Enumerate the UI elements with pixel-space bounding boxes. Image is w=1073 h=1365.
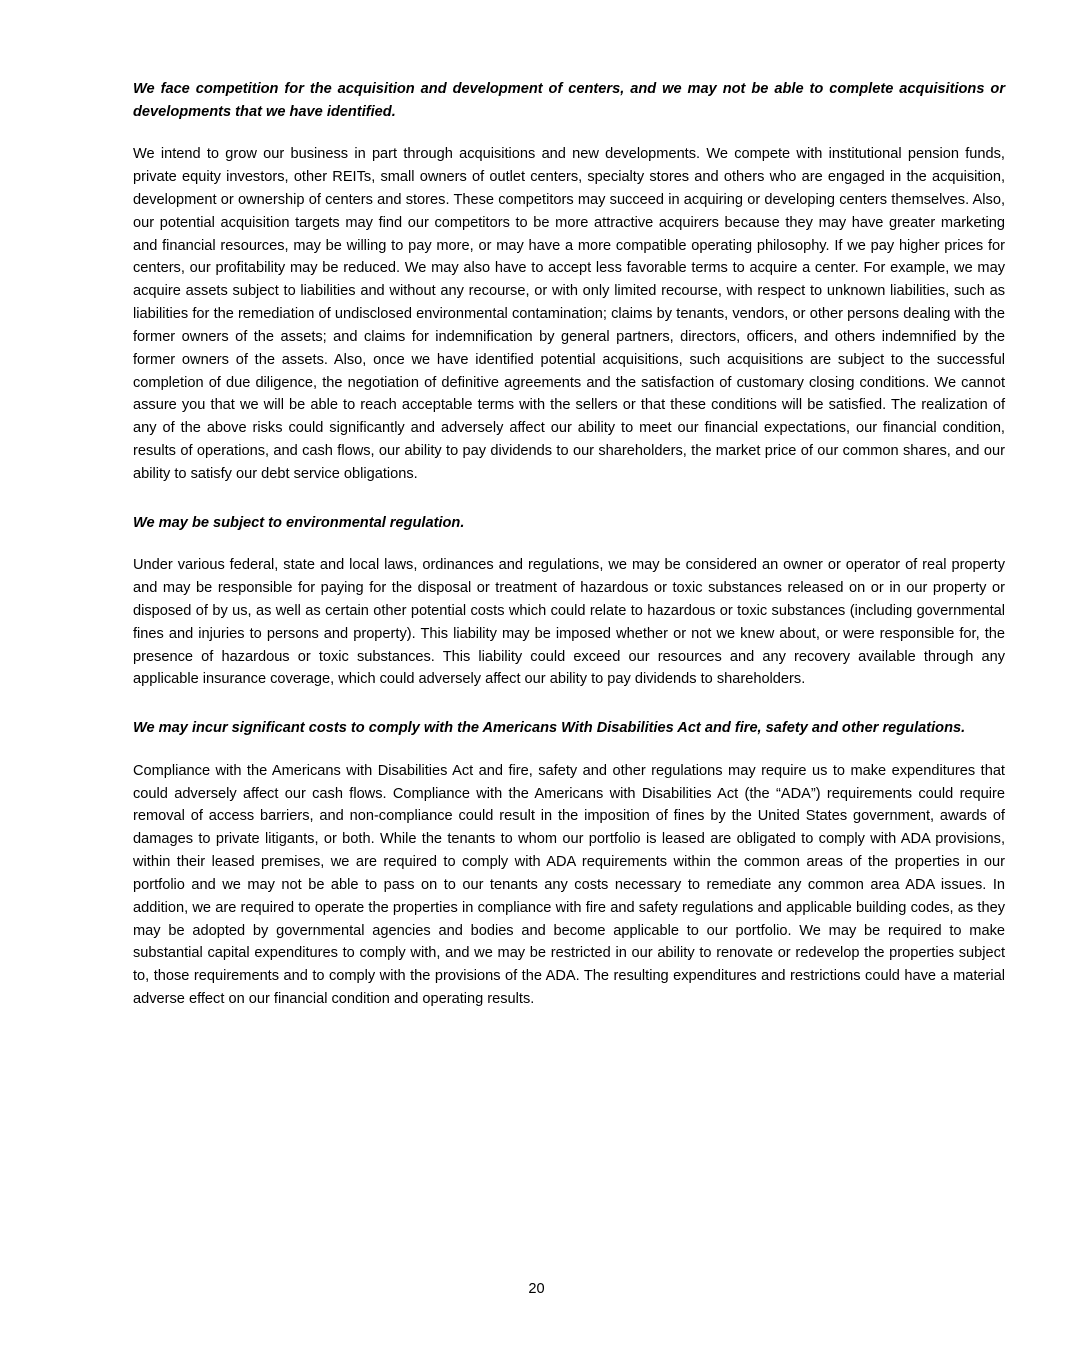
risk-heading-competition: We face competition for the acquisition and development of centers, and we may not be able to complete acquisitions or developments that we have identified. bbox=[133, 81, 1005, 120]
risk-paragraph-ada: Compliance with the Americans with Disabilities Act and fire, safety and other regulations may require us to make expenditures that could adversely affect our cash flows. Compliance with the Americans with Disabilities Act (the “ADA”) requirements could require removal of access barriers, and non-compliance could result in the imposition of fines by the United States government, awards of damages to private litigants, or both. While the tenants to whom our portfolio is leased are obligated to comply with ADA provisions, within their leased premises, we are required to comply with ADA requirements within the common areas of the properties in our portfolio and we may not be able to pass on to our tenants any costs necessary to remediate any common area ADA issues. In addition, we are required to operate the properties in compliance with fire and safety regulations and applicable building codes, as they may be adopted by governmental agencies and bodies and become applicable to our portfolio. We may be required to make substantial capital expenditures to comply with, and we may be restricted in our ability to renovate or redevelop the properties subject to, those requirements and to comply with the provisions of the ADA. The resulting expenditures and restrictions could have a material adverse effect on our financial condition and operating results. bbox=[133, 762, 1005, 1008]
risk-paragraph-environmental: Under various federal, state and local laws, ordinances and regulations, we may be considered an owner or operator of real property and may be responsible for paying for the disposal or treatment of hazardous or toxic substances released on or in our property or disposed of by us, as well as certain other potential costs which could relate to hazardous or toxic substances (including governmental fines and injuries to persons and property). This liability may be imposed whether or not we knew about, or were responsible for, the presence of hazardous or toxic substances. This liability could exceed our resources and any recovery available through any applicable insurance coverage, which could adversely affect our ability to pay dividends to shareholders. bbox=[133, 557, 1005, 688]
page-number: 20 bbox=[528, 1281, 545, 1297]
risk-heading-ada: We may incur significant costs to comply with the Americans With Disabilities Act and fire, safety and other regulations. bbox=[133, 720, 966, 737]
risk-heading-environmental: We may be subject to environmental regulation. bbox=[133, 514, 465, 531]
risk-paragraph-competition: We intend to grow our business in part through acquisitions and new developments. We compete with institutional pension funds, private equity investors, other REITs, small owners of outlet centers, specialty stores and others who are engaged in the acquisition, development or ownership of centers and stores. These competitors may succeed in acquiring or developing centers themselves. Also, our potential acquisition targets may find our competitors to be more attractive acquirers because they may have greater marketing and financial resources, may be willing to pay more, or may have a more compatible operating philosophy. If we pay higher prices for centers, our profitability may be reduced. We may also have to accept less favorable terms to acquire a center. For example, we may acquire assets subject to liabilities and without any recourse, or with only limited recourse, with respect to unknown liabilities, such as liabilities for the remediation of undisclosed environmental contamination; claims by tenants, vendors, or other persons dealing with the former owners of the assets; and claims for indemnification by general partners, directors, officers, and others indemnified by the former owners of the assets. Also, once we have identified potential acquisitions, such acquisitions are subject to the successful completion of due diligence, the negotiation of definitive agreements and the satisfaction of customary closing conditions. We cannot assure you that we will be able to reach acceptable terms with the sellers or that these conditions will be satisfied. The realization of any of the above risks could significantly and adversely affect our ability to meet our financial expectations, our financial condition, results of operations, and cash flows, our ability to pay dividends to our shareholders, the market price of our common shares, and our ability to satisfy our debt service obligations. bbox=[133, 146, 1005, 482]
document-body bbox=[133, 78, 1005, 1011]
